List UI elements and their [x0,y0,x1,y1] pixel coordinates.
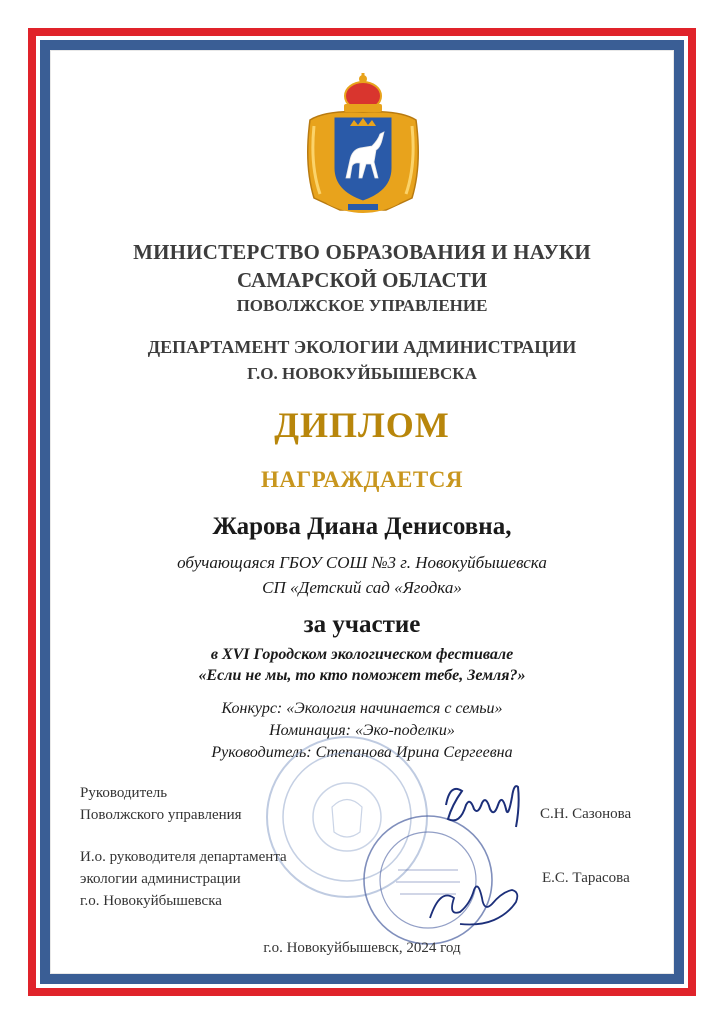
recipient-name: Жарова Диана Денисовна, [212,513,512,540]
signatory2-title [80,846,287,912]
ministry-line1: МИНИСТЕРСТВО ОБРАЗОВАНИЯ И НАУКИ [133,240,591,264]
festival-line1: в XVI Городском экологическом фестивале [210,646,514,663]
festival-line2: «Если не мы, то кто поможет тебе, Земля?» [198,667,526,684]
diploma-title: ДИПЛОМ [274,405,450,445]
signatory2-title-line1: И.о. руководителя департамента [80,849,287,865]
nomination-text: Номинация: «Эко-поделки» [269,722,455,739]
signatory1-title-line1: Руководитель [80,785,168,801]
signatory2-title-line3: г.о. Новокуйбышевска [80,893,222,909]
department-line2: Г.О. НОВОКУЙБЫШЕВСКА [247,364,477,383]
signatory2-title-line2: экологии администрации [80,871,241,887]
signatory1-title-line2: Поволжского управления [80,807,242,823]
participation-label: за участие [303,611,421,638]
signatory1-title [80,782,242,826]
department-line1: ДЕПАРТАМЕНТ ЭКОЛОГИИ АДМИНИСТРАЦИИ [147,337,577,357]
leader-text: Руководитель: Степанова Ирина Сергеевна [211,744,513,761]
signature-tarasova [420,868,530,938]
contest-text: Конкурс: «Экология начинается с семьи» [221,700,503,717]
signatory1-name: С.Н. Сазонова [540,806,632,822]
awarded-label: НАГРАЖДАЕТСЯ [261,467,463,492]
recipient-school-line2: СП «Детский сад «Ягодка» [262,578,462,597]
signatory2-name: Е.С. Тарасова [542,870,630,886]
ministry-line3: ПОВОЛЖСКОЕ УПРАВЛЕНИЕ [236,296,488,315]
ministry-line2: САМАРСКОЙ ОБЛАСТИ [236,268,488,292]
signature-sazonova [440,775,530,835]
place-and-year: г.о. Новокуйбышевск, 2024 год [263,940,461,956]
recipient-school-line1: обучающаяся ГБОУ СОШ №3 г. Новокуйбышевска [177,553,547,572]
coat-of-arms-icon [300,70,426,220]
